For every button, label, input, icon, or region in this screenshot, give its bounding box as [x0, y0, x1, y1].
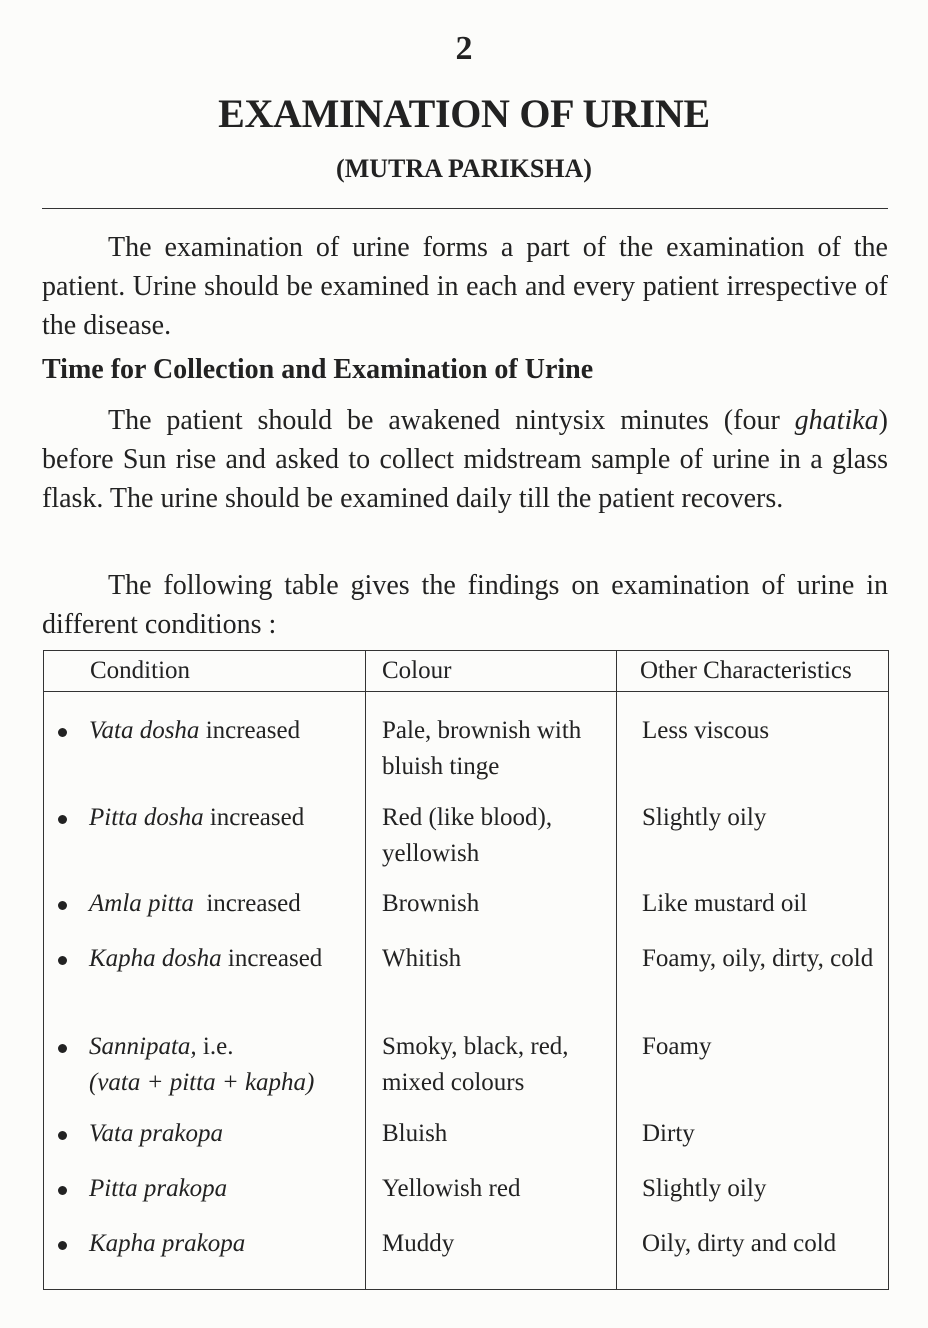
collection-text-end: ) before Sun rise and asked to collect midstream sample of urine in a glass flask. The urine should be examined daily till the patient recovers. — [42, 405, 888, 514]
colour-cell: Pale, brownish with bluish tinge — [382, 717, 582, 780]
characteristics-cell: Slightly oily — [642, 1175, 767, 1202]
intro-paragraph — [42, 228, 888, 345]
header-condition: Condition — [90, 657, 191, 684]
header-divider — [44, 691, 888, 692]
bullet-icon — [58, 901, 67, 910]
bullet-icon — [58, 728, 67, 737]
intro-text: The examination of urine forms a part of the examination of the patient. Urine should be examined in each and every patient irrespective of the disease. — [42, 232, 888, 341]
condition-name: Kapha prakopa — [89, 1230, 246, 1257]
characteristics-cell: Like mustard oil — [642, 890, 808, 917]
chapter-title: EXAMINATION OF URINE — [218, 91, 710, 136]
condition-name: Vata prakopa — [89, 1120, 224, 1147]
title-divider — [42, 208, 888, 209]
characteristics-cell: Less viscous — [642, 717, 770, 744]
bullet-icon — [58, 1131, 67, 1140]
column-divider — [616, 651, 617, 1289]
section-heading: Time for Collection and Examination of Urine — [42, 354, 594, 385]
characteristics-cell: Foamy, oily, dirty, cold — [642, 945, 874, 972]
condition-cell — [89, 1171, 364, 1207]
characteristics-cell: Oily, dirty and cold — [642, 1230, 837, 1257]
condition-formula: (vata + pitta + kapha) — [89, 1069, 315, 1096]
colour-cell: Smoky, black, red, mixed colours — [382, 1033, 569, 1096]
table-intro-text: The following table gives the findings on examination of urine in different conditions : — [42, 570, 888, 640]
characteristics-cell: Foamy — [642, 1033, 712, 1060]
colour-cell: Brownish — [382, 890, 480, 917]
condition-name: Pitta dosha — [89, 804, 204, 831]
bullet-icon — [58, 1044, 67, 1053]
characteristics-cell: Dirty — [642, 1120, 695, 1147]
characteristics-cell: Slightly oily — [642, 804, 767, 831]
condition-cell — [89, 1029, 364, 1101]
colour-cell: Muddy — [382, 1230, 455, 1257]
condition-qualifier: i.e. — [196, 1033, 234, 1060]
condition-name: Kapha dosha — [89, 945, 222, 972]
header-colour: Colour — [382, 657, 452, 684]
header-other-characteristics: Other Characteristics — [640, 657, 852, 684]
condition-qualifier: increased — [199, 717, 301, 744]
chapter-subtitle: (MUTRA PARIKSHA) — [336, 154, 592, 183]
table-intro-paragraph — [42, 566, 888, 644]
colour-cell: Red (like blood), yellowish — [382, 804, 553, 867]
condition-cell — [89, 713, 364, 749]
chapter-number: 2 — [455, 30, 473, 67]
collection-text-italic: ghatika — [794, 405, 879, 436]
bullet-icon — [58, 815, 67, 824]
condition-name: Vata dosha — [89, 717, 200, 744]
findings-table — [43, 650, 889, 1290]
bullet-icon — [58, 1186, 67, 1195]
condition-cell — [89, 886, 364, 922]
condition-cell — [89, 1226, 364, 1262]
condition-cell — [89, 800, 364, 836]
condition-qualifier: increased — [203, 804, 305, 831]
collection-text-start: The patient should be awakened nintysix minutes (four — [108, 405, 795, 436]
condition-cell — [89, 1116, 364, 1152]
bullet-icon — [58, 956, 67, 965]
colour-cell: Whitish — [382, 945, 462, 972]
colour-cell: Yellowish red — [382, 1175, 521, 1202]
bullet-icon — [58, 1241, 67, 1250]
colour-cell: Bluish — [382, 1120, 448, 1147]
condition-name: Pitta prakopa — [89, 1175, 228, 1202]
condition-cell — [89, 941, 364, 977]
column-divider — [365, 651, 366, 1289]
collection-paragraph — [42, 401, 888, 518]
condition-name: Amla pitta — [89, 890, 194, 917]
condition-name: Sannipata, — [89, 1033, 197, 1060]
condition-qualifier: increased — [193, 890, 301, 917]
condition-qualifier: increased — [221, 945, 323, 972]
